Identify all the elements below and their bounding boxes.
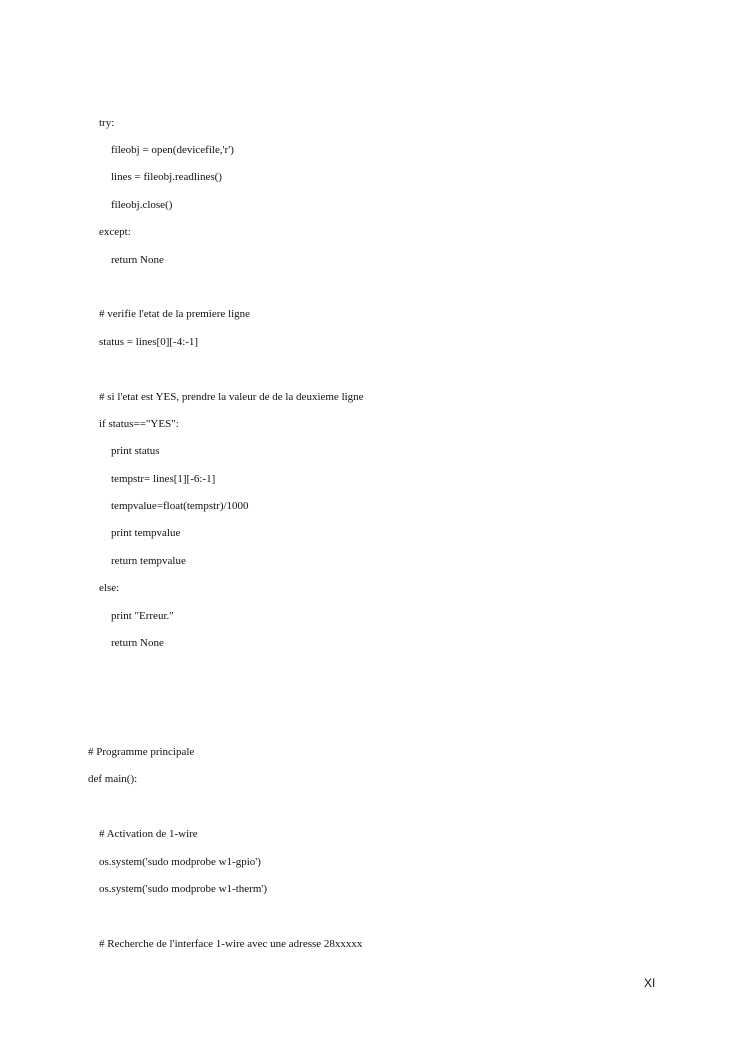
code-line-print-status: print status: [111, 445, 160, 457]
code-line-modprobe-gpio: os.system('sudo modprobe w1-gpio'): [99, 856, 261, 868]
code-line-return-none-1: return None: [111, 254, 164, 266]
code-line-close-file: fileobj.close(): [111, 199, 173, 211]
code-line-tempvalue: tempvalue=float(tempstr)/1000: [111, 500, 249, 512]
code-comment-yes-branch: # si l'etat est YES, prendre la valeur de de la deuxieme ligne: [99, 391, 364, 403]
code-line-print-tempvalue: print tempvalue: [111, 527, 181, 539]
code-line-tempstr: tempstr= lines[1][-6:-1]: [111, 473, 216, 485]
code-line-open-file: fileobj = open(devicefile,'r'): [111, 144, 234, 156]
code-comment-activation: # Activation de 1-wire: [99, 828, 198, 840]
code-line-def-main: def main():: [88, 773, 138, 785]
code-line-return-tempvalue: return tempvalue: [111, 555, 186, 567]
page-number: XI: [644, 976, 656, 990]
code-comment-main-program: # Programme principale: [88, 746, 195, 758]
code-line-readlines: lines = fileobj.readlines(): [111, 171, 222, 183]
code-line-print-error: print "Erreur.": [111, 610, 174, 622]
code-line-modprobe-therm: os.system('sudo modprobe w1-therm'): [99, 883, 268, 895]
code-line-except: except:: [99, 226, 131, 238]
code-line-status: status = lines[0][-4:-1]: [99, 336, 199, 348]
code-line-if-status: if status=="YES":: [99, 418, 179, 430]
code-comment-status-check: # verifie l'etat de la premiere ligne: [99, 308, 251, 320]
code-line-return-none-2: return None: [111, 637, 164, 649]
code-line-try: try:: [99, 117, 115, 129]
code-line-else: else:: [99, 582, 120, 594]
code-comment-search-interface: # Recherche de l'interface 1-wire avec une adresse 28xxxxx: [99, 938, 363, 950]
